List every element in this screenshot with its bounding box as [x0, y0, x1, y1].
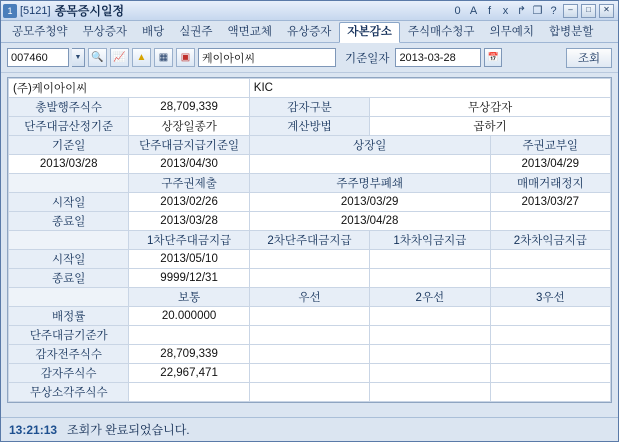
table-row [9, 117, 611, 136]
value-fraction-pay-1st-end: 9999/12/31 [129, 269, 249, 288]
value-reduced-shares-pref2 [370, 364, 490, 383]
table-row [9, 307, 611, 326]
close-button[interactable]: ✕ [599, 4, 614, 18]
page-title: 종목증시일정 [54, 4, 125, 18]
table-row [9, 136, 611, 155]
minimize-button[interactable]: – [563, 4, 578, 18]
table-row [9, 174, 611, 193]
tab-jusikmaesu[interactable]: 주식매수청구 [407, 26, 475, 38]
label-free-cancel-shares: 무상소각주식수 [9, 383, 129, 402]
value-register-closure-start: 2013/03/29 [249, 193, 490, 212]
toolbar [1, 43, 618, 73]
zero-icon[interactable]: 0 [454, 4, 461, 17]
label-shares-before: 감자전주식수 [9, 345, 129, 364]
grid-icon[interactable]: ▦ [154, 48, 173, 67]
table-row [9, 79, 611, 98]
tab-silgwonju[interactable]: 실권주 [179, 26, 213, 38]
value-register-closure-end: 2013/04/28 [249, 212, 490, 231]
value-fraction-pay-date: 2013/04/30 [129, 155, 249, 174]
table-row [9, 364, 611, 383]
tab-bar [1, 21, 618, 43]
value-shares-before-pref3 [490, 345, 610, 364]
value-profit-pay-2nd-start [490, 250, 610, 269]
table-row [9, 288, 611, 307]
date-label: 기준일자 [345, 52, 390, 65]
row-label-reduction-type: 감자구분 [249, 98, 369, 117]
label-start-date-2: 시작일 [9, 250, 129, 269]
title-bar [1, 1, 618, 21]
spacer-cell [9, 231, 129, 250]
font-icon[interactable]: A [469, 4, 478, 17]
header-fraction-pay-1st: 1차단주대금지급 [129, 231, 249, 250]
function-icon[interactable]: f [487, 4, 492, 17]
table-row [9, 269, 611, 288]
header-record-date: 기준일 [9, 136, 129, 155]
value-fraction-base-price-common [129, 326, 249, 345]
tab-aekmyeon[interactable]: 액면교체 [227, 26, 272, 38]
value-shares-before-common: 28,709,339 [129, 345, 249, 364]
stock-name-input[interactable]: 케이아이씨 [198, 48, 336, 67]
table-row [9, 155, 611, 174]
detail-grid [7, 77, 612, 403]
header-profit-pay-2nd: 2차차익금지급 [490, 231, 610, 250]
row-value-total-shares: 28,709,339 [129, 98, 249, 117]
value-cert-delivery-date: 2013/04/29 [490, 155, 610, 174]
value-old-cert-start: 2013/02/26 [129, 193, 249, 212]
value-fraction-base-price-pref [249, 326, 369, 345]
value-fraction-pay-2nd-end [249, 269, 369, 288]
row-value-fraction-basis: 상장일종가 [129, 117, 249, 136]
calendar-icon[interactable]: 📅 [484, 48, 502, 67]
value-free-cancel-shares-pref3 [490, 383, 610, 402]
value-shares-before-pref [249, 345, 369, 364]
date-input[interactable]: 2013-03-28 [395, 48, 481, 67]
query-button[interactable]: 조회 [566, 48, 612, 68]
tab-hapbyeongbunhal[interactable]: 합병분할 [548, 26, 594, 38]
table-row [9, 231, 611, 250]
status-message: 조회가 완료되었습니다. [67, 423, 190, 437]
chevron-down-icon[interactable]: ▼ [72, 48, 85, 67]
spacer-cell [9, 288, 129, 307]
value-fraction-base-price-pref3 [490, 326, 610, 345]
value-reduced-shares-common: 22,967,471 [129, 364, 249, 383]
stock-code-input[interactable]: 007460 [7, 48, 69, 67]
header-fraction-pay-2nd: 2차단주대금지급 [249, 231, 369, 250]
status-bar [1, 417, 618, 441]
form-icon: 1 [3, 4, 17, 18]
value-free-cancel-shares-pref2 [370, 383, 490, 402]
tab-baedang[interactable]: 배당 [141, 26, 165, 38]
label-allocation-rate: 배정률 [9, 307, 129, 326]
value-trading-halt-end [490, 212, 610, 231]
header-cert-delivery-date: 주권교부일 [490, 136, 610, 155]
header-register-closure: 주주명부폐쇄 [249, 174, 490, 193]
search-icon[interactable]: 🔍 [88, 48, 107, 67]
tab-uimuyechi[interactable]: 의무예치 [489, 26, 534, 38]
value-reduced-shares-pref3 [490, 364, 610, 383]
label-start-date-1: 시작일 [9, 193, 129, 212]
value-fraction-pay-2nd-start [249, 250, 369, 269]
value-fraction-base-price-pref2 [370, 326, 490, 345]
table-row [9, 212, 611, 231]
value-free-cancel-shares-common [129, 383, 249, 402]
table-row [9, 193, 611, 212]
window-code: [5121] [20, 4, 51, 17]
flag-icon[interactable]: ▣ [176, 48, 195, 67]
row-label-total-shares: 총발행주식수 [9, 98, 129, 117]
value-reduced-shares-pref [249, 364, 369, 383]
header-common-share: 보통 [129, 288, 249, 307]
label-fraction-base-price: 단주대금기준가 [9, 326, 129, 345]
value-fraction-pay-1st-start: 2013/05/10 [129, 250, 249, 269]
value-profit-pay-1st-start [370, 250, 490, 269]
tab-yusang[interactable]: 유상증자 [286, 26, 332, 38]
value-allocation-rate-pref3 [490, 307, 610, 326]
layout-icon[interactable]: ❐ [532, 5, 543, 17]
value-allocation-rate-pref [249, 307, 369, 326]
header-fraction-pay-date: 단주대금지급기준일 [129, 136, 249, 155]
value-allocation-rate-pref2 [370, 307, 490, 326]
header-trading-halt: 매매거래정지 [490, 174, 610, 193]
value-allocation-rate-common: 20.000000 [129, 307, 249, 326]
table-row [9, 250, 611, 269]
value-listing-date [249, 155, 490, 174]
help-icon[interactable]: ? [550, 4, 557, 17]
value-trading-halt-start: 2013/03/27 [490, 193, 610, 212]
table-row [9, 383, 611, 402]
title-bar-controls [451, 4, 616, 18]
row-value-reduction-type: 무상감자 [370, 98, 611, 117]
tab-musang[interactable]: 무상증자 [82, 26, 127, 38]
company-name-en: KIC [249, 79, 610, 98]
bell-icon[interactable]: ▲ [132, 48, 151, 67]
share-icon[interactable]: ↱ [516, 5, 527, 17]
close-x-icon[interactable]: x [502, 4, 509, 17]
table-row [9, 98, 611, 117]
status-time: 13:21:13 [9, 422, 58, 437]
header-preferred-share: 우선 [249, 288, 369, 307]
value-profit-pay-1st-end [370, 269, 490, 288]
header-old-cert-submit: 구주권제출 [129, 174, 249, 193]
maximize-button[interactable]: □ [581, 4, 596, 18]
table-row [9, 345, 611, 364]
value-old-cert-end: 2013/03/28 [129, 212, 249, 231]
tab-gongmo[interactable]: 공모주청약 [12, 26, 68, 38]
label-end-date-2: 종료일 [9, 269, 129, 288]
spacer-cell [9, 174, 129, 193]
value-shares-before-pref2 [370, 345, 490, 364]
value-record-date: 2013/03/28 [9, 155, 129, 174]
row-value-calc-method: 곱하기 [370, 117, 611, 136]
chart-icon[interactable]: 📈 [110, 48, 129, 67]
value-profit-pay-2nd-end [490, 269, 610, 288]
tab-jabongamso[interactable]: 자본감소 [339, 22, 399, 43]
label-end-date-1: 종료일 [9, 212, 129, 231]
header-profit-pay-1st: 1차차익금지급 [370, 231, 490, 250]
table-row [9, 326, 611, 345]
company-name-kr: (주)케이아이씨 [9, 79, 250, 98]
label-reduced-shares: 감자주식수 [9, 364, 129, 383]
header-listing-date: 상장일 [249, 136, 490, 155]
row-label-calc-method: 계산방법 [249, 117, 369, 136]
value-free-cancel-shares-pref [249, 383, 369, 402]
row-label-fraction-basis: 단주대금산정기준 [9, 117, 129, 136]
header-preferred3-share: 3우선 [490, 288, 610, 307]
header-preferred2-share: 2우선 [370, 288, 490, 307]
